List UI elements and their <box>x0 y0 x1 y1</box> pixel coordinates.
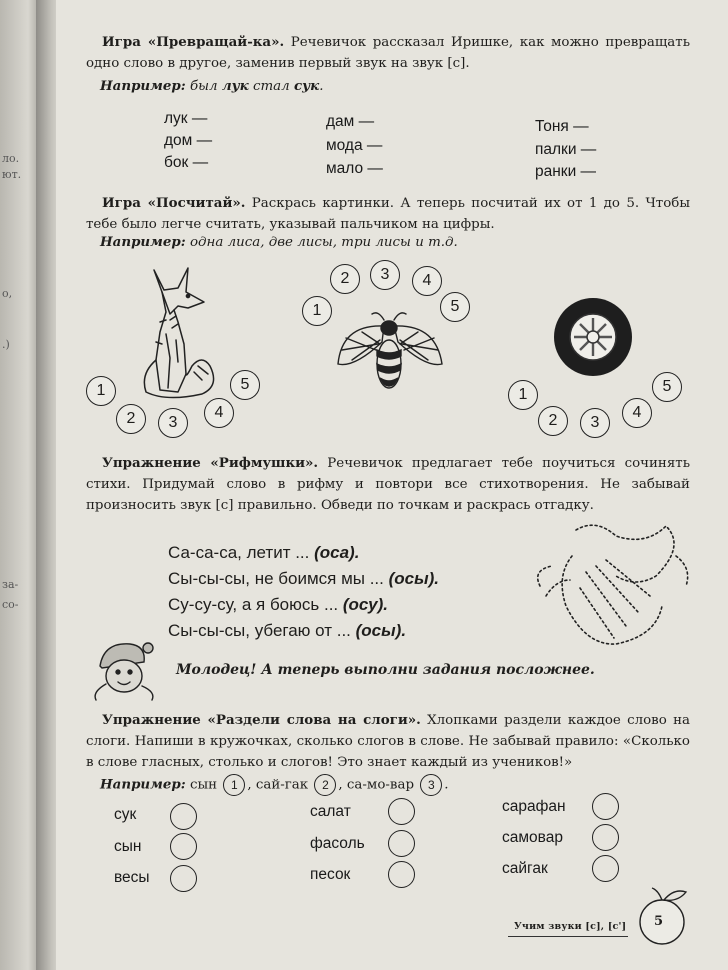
game1-example-label: Например: <box>100 78 186 94</box>
syllable-answer-circle[interactable] <box>388 861 415 888</box>
count-circle: 3 <box>158 408 188 438</box>
poem-answer: (оса). <box>314 543 360 562</box>
example-word: сын <box>185 777 222 793</box>
syllable-answer-circle[interactable] <box>388 830 415 857</box>
word-item: дам — <box>326 113 375 130</box>
left-page-fragment: о, <box>2 287 13 300</box>
example-syllable-circle: 3 <box>420 774 442 796</box>
syllable-word: сын <box>114 838 142 855</box>
example-syllable-circle: 1 <box>223 774 245 796</box>
exercise1-title: Упражнение «Рифмушки». <box>102 455 319 471</box>
game1-example-word: сук <box>293 78 320 94</box>
page-number: 5 <box>654 914 664 929</box>
game2-example-text: одна лиса, две лисы, три лисы и т.д. <box>185 235 458 250</box>
exercise1-text: Речевичок предлагает тебе поучиться сочинять стихи. Придумай слово в рифму и повтори все стихотворения. Не забывай произносить звук [с] правильно. Обведи по точкам и раскрась отгадку. <box>86 456 691 513</box>
count-circle: 4 <box>204 398 234 428</box>
fox-picture <box>126 262 226 402</box>
word-item: Тоня — <box>535 118 589 135</box>
game1-text: Речевичок рассказал Иришке, как можно превращать одно слово в другое, заменив первый звук на звук [с]. <box>86 35 690 71</box>
game1-example <box>100 76 323 97</box>
poem-line-text: Сы-сы-сы, не боимся мы ... <box>168 569 389 588</box>
left-page-edge <box>0 0 40 970</box>
count-circle: 2 <box>330 264 360 294</box>
dotted-wasp-drawing[interactable] <box>526 516 696 656</box>
syllable-word: песок <box>310 866 351 883</box>
syllable-word: фасоль <box>310 835 365 852</box>
bee-picture <box>332 306 448 408</box>
poem-block <box>168 540 439 644</box>
game1-paragraph <box>86 32 690 74</box>
count-circle: 5 <box>230 370 260 400</box>
syllable-word: сарафан <box>502 798 566 815</box>
wheel-picture <box>552 296 634 378</box>
exercise2-example-label: Например: <box>100 776 186 793</box>
word-item: мало — <box>326 160 383 177</box>
count-circle: 5 <box>652 372 682 402</box>
exercise2-text: Хлопками раздели каждое слово на слоги. Напиши в кружочках, сколько слогов в слове. Не забывай правило: «Сколько в слове гласных, столько и слогов! Это знает каждый из учеников!» <box>86 713 690 770</box>
exercise2-example <box>100 774 449 796</box>
word-item: мода — <box>326 137 383 154</box>
game1-example-text: стал <box>248 79 294 94</box>
syllable-answer-circle[interactable] <box>388 798 415 825</box>
syllable-answer-circle[interactable] <box>170 803 197 830</box>
word-item: бок — <box>164 154 209 171</box>
syllable-word: салат <box>310 803 351 820</box>
poem-line-text: Са-са-са, летит ... <box>168 543 315 562</box>
example-end: . <box>444 777 449 793</box>
left-page-fragment: .) <box>2 338 10 351</box>
left-page-fragment: за- <box>2 578 19 591</box>
count-circle: 4 <box>622 398 652 428</box>
word-item: палки — <box>535 141 597 158</box>
game2-example <box>100 232 458 253</box>
game2-text: Раскрась картинки. А теперь посчитай их от 1 до 5. Чтобы тебе было легче считать, указывай пальчиком на цифры. <box>86 196 690 232</box>
count-circle: 5 <box>440 292 470 322</box>
example-word: , сай-гак <box>247 777 313 793</box>
count-circle: 4 <box>412 266 442 296</box>
poem-line <box>168 540 439 566</box>
left-page-fragment: ло. <box>2 152 20 165</box>
poem-answer: (осы). <box>388 569 439 588</box>
count-circle: 1 <box>86 376 116 406</box>
syllable-answer-circle[interactable] <box>592 793 619 820</box>
poem-line-text: Сы-сы-сы, убегаю от ... <box>168 621 356 640</box>
syllable-answer-circle[interactable] <box>592 855 619 882</box>
syllable-word: самовар <box>502 829 563 846</box>
game1-example-text: был <box>185 79 222 94</box>
exercise2-title: Упражнение «Раздели слова на слоги». <box>102 712 421 728</box>
count-circle: 1 <box>508 380 538 410</box>
count-circle: 2 <box>538 406 568 436</box>
game1-example-text: . <box>319 79 324 94</box>
poem-line <box>168 592 439 618</box>
count-circle: 3 <box>580 408 610 438</box>
exercise1-paragraph <box>86 453 690 516</box>
footer-rule <box>508 936 628 937</box>
count-circle: 2 <box>116 404 146 434</box>
word-item: ранки — <box>535 163 597 180</box>
syllable-answer-circle[interactable] <box>170 865 197 892</box>
word-item: дом — <box>164 132 213 149</box>
poem-line <box>168 618 439 644</box>
syllable-word: сайгак <box>502 860 548 877</box>
game1-title: Игра «Превращай-ка». <box>102 34 285 50</box>
poem-line-text: Су-су-су, а я боюсь ... <box>168 595 343 614</box>
game2-title: Игра «Посчитай». <box>102 195 246 211</box>
rechevichok-character-icon <box>90 636 160 702</box>
syllable-answer-circle[interactable] <box>170 833 197 860</box>
word-item: лук — <box>164 110 208 127</box>
poem-answer: (осу). <box>342 595 388 614</box>
poem-line <box>168 566 439 592</box>
syllable-answer-circle[interactable] <box>592 824 619 851</box>
count-circle: 1 <box>302 296 332 326</box>
game2-example-label: Например: <box>100 234 186 250</box>
syllable-word: весы <box>114 869 150 886</box>
poem-answer: (осы). <box>355 621 407 640</box>
game2-paragraph <box>86 193 690 235</box>
workbook-page <box>56 0 728 970</box>
praise-text: Молодец! А теперь выполни задания посложнее. <box>176 662 595 678</box>
left-page-fragment: со- <box>2 598 19 611</box>
game1-example-word: лук <box>221 78 249 94</box>
exercise2-paragraph <box>86 710 690 773</box>
left-page-fragment: ют. <box>2 168 22 181</box>
count-circle: 3 <box>370 260 400 290</box>
footer-section-title: Учим звуки [с], [с'] <box>514 921 627 932</box>
example-syllable-circle: 2 <box>314 774 336 796</box>
syllable-word: сук <box>114 806 137 823</box>
example-word: , са-мо-вар <box>338 777 419 793</box>
